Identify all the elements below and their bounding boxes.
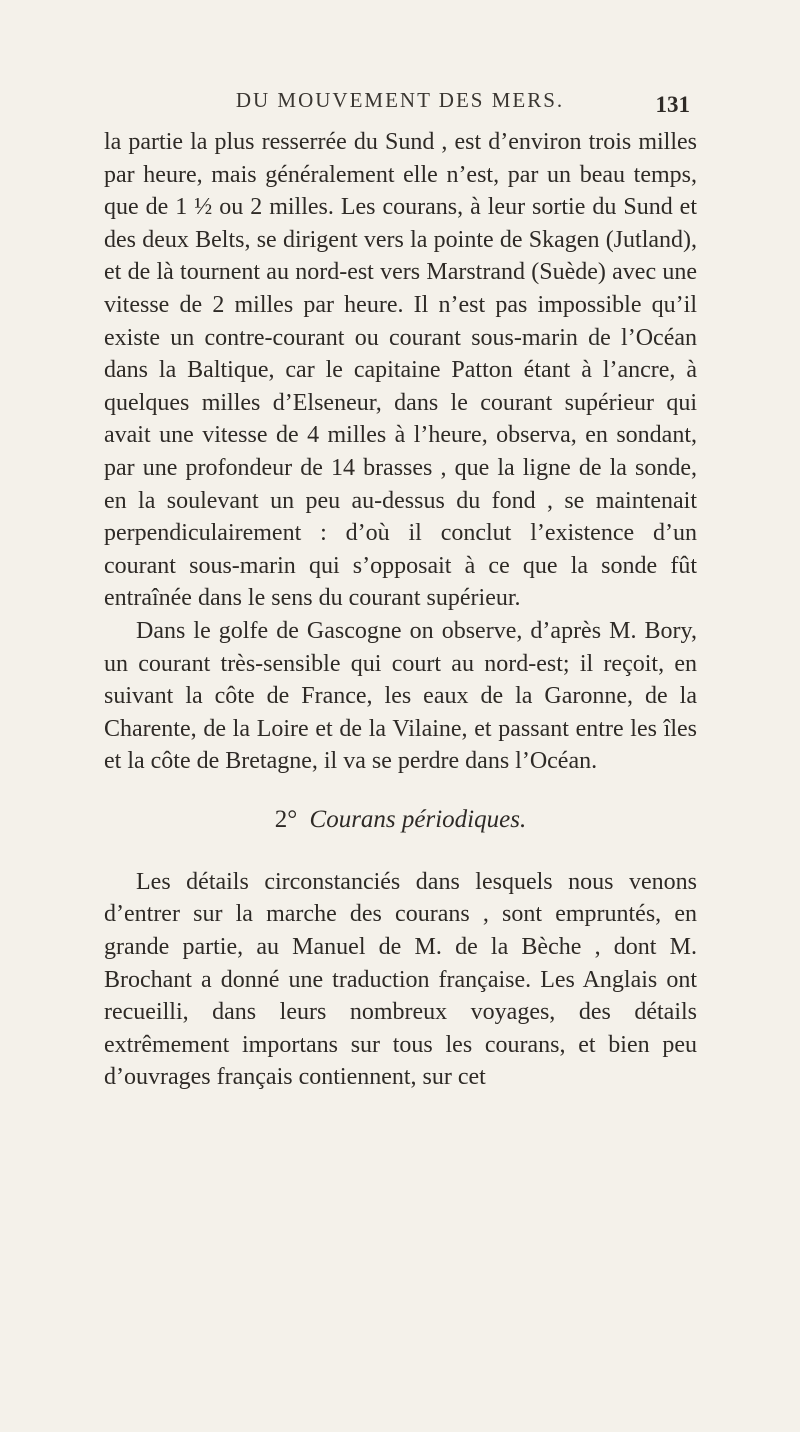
- paragraph-3: Les détails circonstanciés dans lesquels nous venons d’entrer sur la marche des courans , sont empruntés, en grande partie, au Manuel de M. de la Bèche , dont M. Brochant a donné une traduction française. Les Anglais ont recueilli, dans leurs nombreux voyages, des détails extrêmement importans sur tous les courans, et bien peu d’ouvrages français contiennent, sur cet: [104, 868, 697, 1091]
- page-header: [0, 88, 800, 122]
- section-number: 2°: [274, 805, 298, 833]
- section-heading: Courans périodiques.: [309, 805, 527, 833]
- paragraph-2: Dans le golfe de Gascogne on observe, d’après M. Bory, un courant très-sensible qui court au nord-est; il reçoit, en suivant la côte de France, les eaux de la Garonne, de la Charente, de la Loire et de la Vilaine, et passant entre les îles et la côte de Bretagne, il va se perdre dans l’Océan.: [104, 617, 697, 775]
- page-number: 131: [655, 92, 690, 117]
- paragraph-1: la partie la plus resserrée du Sund , est d’environ trois milles par heure, mais généralement elle n’est, par un beau temps, que de 1 ½ ou 2 milles. Les courans, à leur sortie du Sund et des deux Belts, se dirigent vers la pointe de Skagen (Jutland), et de là tournent au nord-est vers Marstrand (Suède) avec une vitesse de 2 milles par heure. Il n’est pas impossible qu’il existe un contre-courant ou courant sous-marin de l’Océan dans la Baltique, car le capitaine Patton étant à l’ancre, à quelques milles d’Elseneur, dans le courant supérieur qui avait une vitesse de 4 milles à l’heure, observa, en sondant, par une profondeur de 14 brasses , que la ligne de la sonde, en la soulevant un peu au-dessus du fond , se maintenait perpendiculairement : d’où il conclut l’existence d’un courant sous-marin qui s’opposait à ce que la sonde fût entraînée dans le sens du courant supérieur.: [104, 129, 697, 612]
- section-title: [104, 804, 697, 836]
- running-head: DU MOUVEMENT DES MERS.: [235, 88, 565, 112]
- main-text: [104, 126, 697, 1094]
